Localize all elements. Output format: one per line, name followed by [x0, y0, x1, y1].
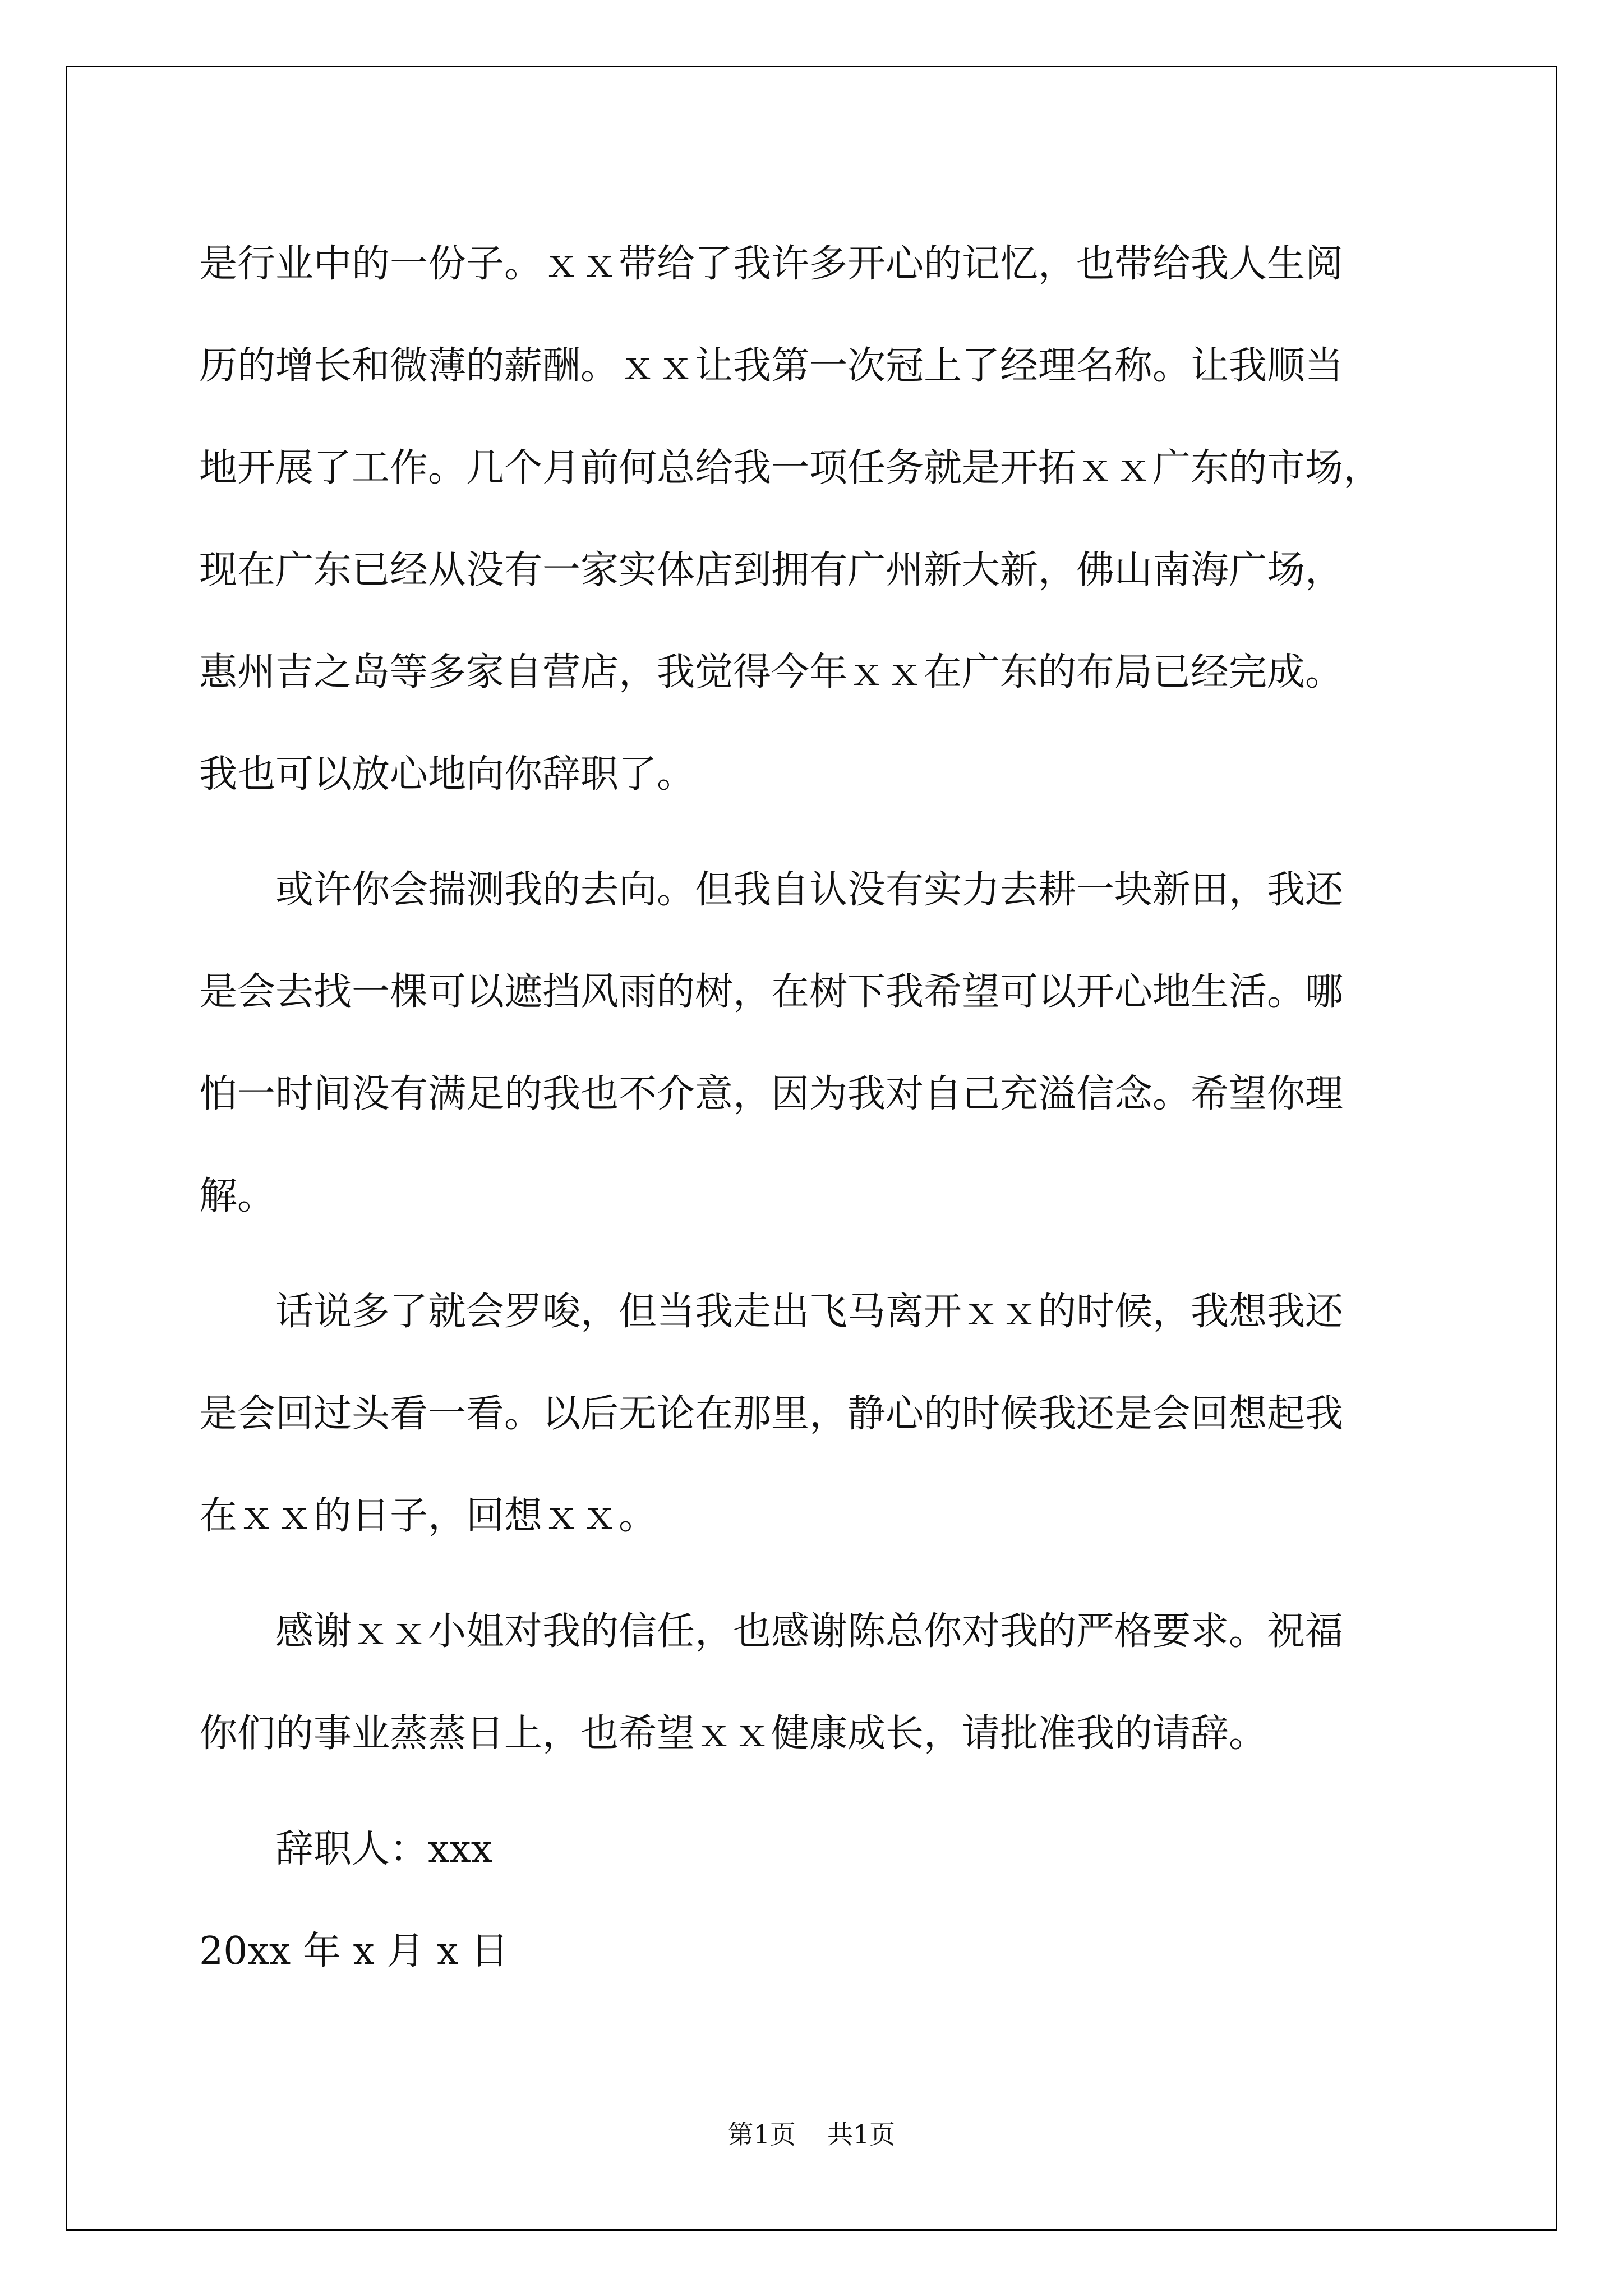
date: 20xx 年 x 月 x 日 — [199, 1929, 509, 1973]
paragraph-gap — [199, 1567, 1444, 1581]
signature: 辞职人：xxx — [199, 1827, 493, 1871]
text-line: 你们的事业蒸蒸日上，也希望ｘｘ健康成长，请批准我的请辞。 — [199, 1711, 1267, 1756]
text-line: 解。 — [199, 1174, 276, 1218]
text-line: 话说多了就会罗唆，但当我走出飞马离开ｘｘ的时候，我想我还 — [199, 1290, 1344, 1334]
paragraph-gap — [199, 1785, 1444, 1798]
page-footer — [0, 2118, 1623, 2151]
text-line: 地开展了工作。几个月前何总给我一项任务就是开拓ｘｘ广东的市场， — [199, 446, 1382, 490]
paragraph-2 — [199, 839, 1444, 1248]
page-number: 第1页 — [727, 2119, 796, 2150]
text-line: 是会去找一棵可以遮挡风雨的树，在树下我希望可以开心地生活。哪 — [199, 970, 1344, 1014]
text-line: 感谢ｘｘ小姐对我的信任，也感谢陈总你对我的严格要求。祝福 — [199, 1609, 1344, 1654]
text-line: 是会回过头看一看。以后无论在那里，静心的时候我还是会回想起我 — [199, 1392, 1344, 1436]
text-line: 在ｘｘ的日子，回想ｘｘ。 — [199, 1494, 657, 1538]
paragraph-3 — [199, 1261, 1444, 1567]
letter-body — [199, 213, 1444, 2003]
text-line: 怕一时间没有满足的我也不介意，因为我对自己充溢信念。希望你理 — [199, 1072, 1344, 1116]
paragraph-1 — [199, 213, 1444, 826]
text-line: 现在广东已经从没有一家实体店到拥有广州新大新，佛山南海广场， — [199, 548, 1344, 592]
paragraph-gap — [199, 826, 1444, 839]
text-line: 或许你会揣测我的去向。但我自认没有实力去耕一块新田，我还 — [199, 868, 1344, 912]
page-total: 共1页 — [827, 2119, 896, 2150]
paragraph-gap — [199, 1248, 1444, 1261]
text-line: 是行业中的一份子。ｘｘ带给了我许多开心的记忆，也带给我人生阅 — [199, 242, 1344, 286]
text-line: 历的增长和微薄的薪酬。ｘｘ让我第一次冠上了经理名称。让我顺当 — [199, 344, 1344, 388]
text-line: 我也可以放心地向你辞职了。 — [199, 752, 695, 797]
text-line: 惠州吉之岛等多家自营店，我觉得今年ｘｘ在广东的布局已经完成。 — [199, 650, 1344, 694]
paragraph-4 — [199, 1581, 1444, 1785]
